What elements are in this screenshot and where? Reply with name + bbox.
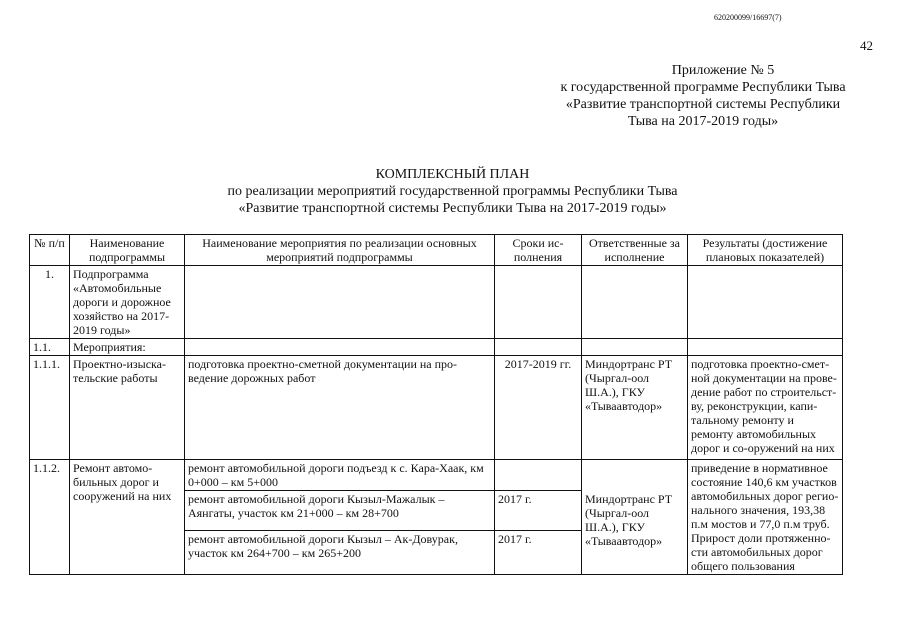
empty-cell <box>688 339 843 356</box>
row-111-activity: подготовка проектно-сметной документации на про-ведение дорожных работ <box>185 356 495 460</box>
row-1-name: Подпрограмма «Автомобильные дороги и дорожное хозяйство на 2017-2019 годы» <box>70 266 185 339</box>
title-line-2: по реализации мероприятий государственной программы Республики Тыва <box>227 184 678 199</box>
annex-line-3: «Развитие транспортной системы Республики <box>565 97 841 112</box>
row-112-terms-2: 2017 г. <box>495 491 582 531</box>
annex-line-2: к государственной программе Республики Тыва <box>560 80 846 95</box>
row-112-responsible: Миндортранс РТ (Чыргал-оол Ш.А.), ГКУ «Тываавтодор» <box>582 491 688 575</box>
empty-cell <box>495 266 582 339</box>
document-id: 620200099/16697(7) <box>714 13 782 22</box>
header-num: № п/п <box>30 235 70 266</box>
plan-table <box>29 234 843 575</box>
table-row <box>30 339 843 356</box>
row-111-num: 1.1.1. <box>30 356 70 460</box>
page-number: 42 <box>860 38 873 53</box>
annex-line-4: Тыва на 2017-2019 годы» <box>627 114 779 129</box>
row-111-name: Проектно-изыска-тельские работы <box>70 356 185 460</box>
header-activity: Наименование мероприятия по реализации основных мероприятий подпрограммы <box>185 235 495 266</box>
table-header-row <box>30 235 843 266</box>
row-112-name: Ремонт автомо-бильных дорог и сооружений на них <box>70 460 185 575</box>
row-111-terms: 2017-2019 гг. <box>495 356 582 460</box>
table-row <box>30 356 843 460</box>
title-line-3: «Развитие транспортной системы Республики Тыва на 2017-2019 годы» <box>238 201 667 216</box>
header-subprogram: Наименование подпрограммы <box>70 235 185 266</box>
row-112-num: 1.1.2. <box>30 460 70 575</box>
row-112-activity-3: ремонт автомобильной дороги Кызыл – Ак-Довурак, участок км 264+700 – км 265+200 <box>185 531 495 575</box>
empty-cell <box>582 339 688 356</box>
table-row <box>30 266 843 339</box>
row-112-terms-3: 2017 г. <box>495 531 582 575</box>
row-111-responsible: Миндортранс РТ (Чыргал-оол Ш.А.), ГКУ «Тываавтодор» <box>582 356 688 460</box>
empty-cell <box>495 339 582 356</box>
row-112-activity-2: ремонт автомобильной дороги Кызыл-Мажалык – Аянгаты, участок км 21+000 – км 28+700 <box>185 491 495 531</box>
empty-cell <box>495 460 582 491</box>
row-11-num: 1.1. <box>30 339 70 356</box>
empty-cell <box>688 266 843 339</box>
empty-cell <box>185 266 495 339</box>
header-terms: Сроки ис-полнения <box>495 235 582 266</box>
row-112-activity-1: ремонт автомобильной дороги подъезд к с. Кара-Хаак, км 0+000 – км 5+000 <box>185 460 495 491</box>
row-112-results: приведение в нормативное состояние 140,6 км участков автомобильных дорог регио-нального значения, 193,38 п.м мостов и 77,0 п.м труб. Прирост доли протяженно-сти автомобильных дорог общего пользования <box>688 460 843 575</box>
empty-cell <box>582 266 688 339</box>
annex-line-1: Приложение № 5 <box>671 63 775 78</box>
row-11-name: Мероприятия: <box>70 339 185 356</box>
row-111-results: подготовка проектно-смет-ной документации на прове-дение работ по строительст-ву, реконструкции, капи-тальному ремонту и ремонту автомобильных дорог и со-оружений на них <box>688 356 843 460</box>
row-1-num: 1. <box>30 266 70 339</box>
annex-header <box>553 62 853 130</box>
empty-cell <box>185 339 495 356</box>
table-row <box>30 460 843 491</box>
header-responsible: Ответственные за исполнение <box>582 235 688 266</box>
empty-cell <box>582 460 688 491</box>
document-title <box>0 166 905 217</box>
title-line-1: КОМПЛЕКСНЫЙ ПЛАН <box>375 167 530 182</box>
header-results: Результаты (достижение плановых показателей) <box>688 235 843 266</box>
